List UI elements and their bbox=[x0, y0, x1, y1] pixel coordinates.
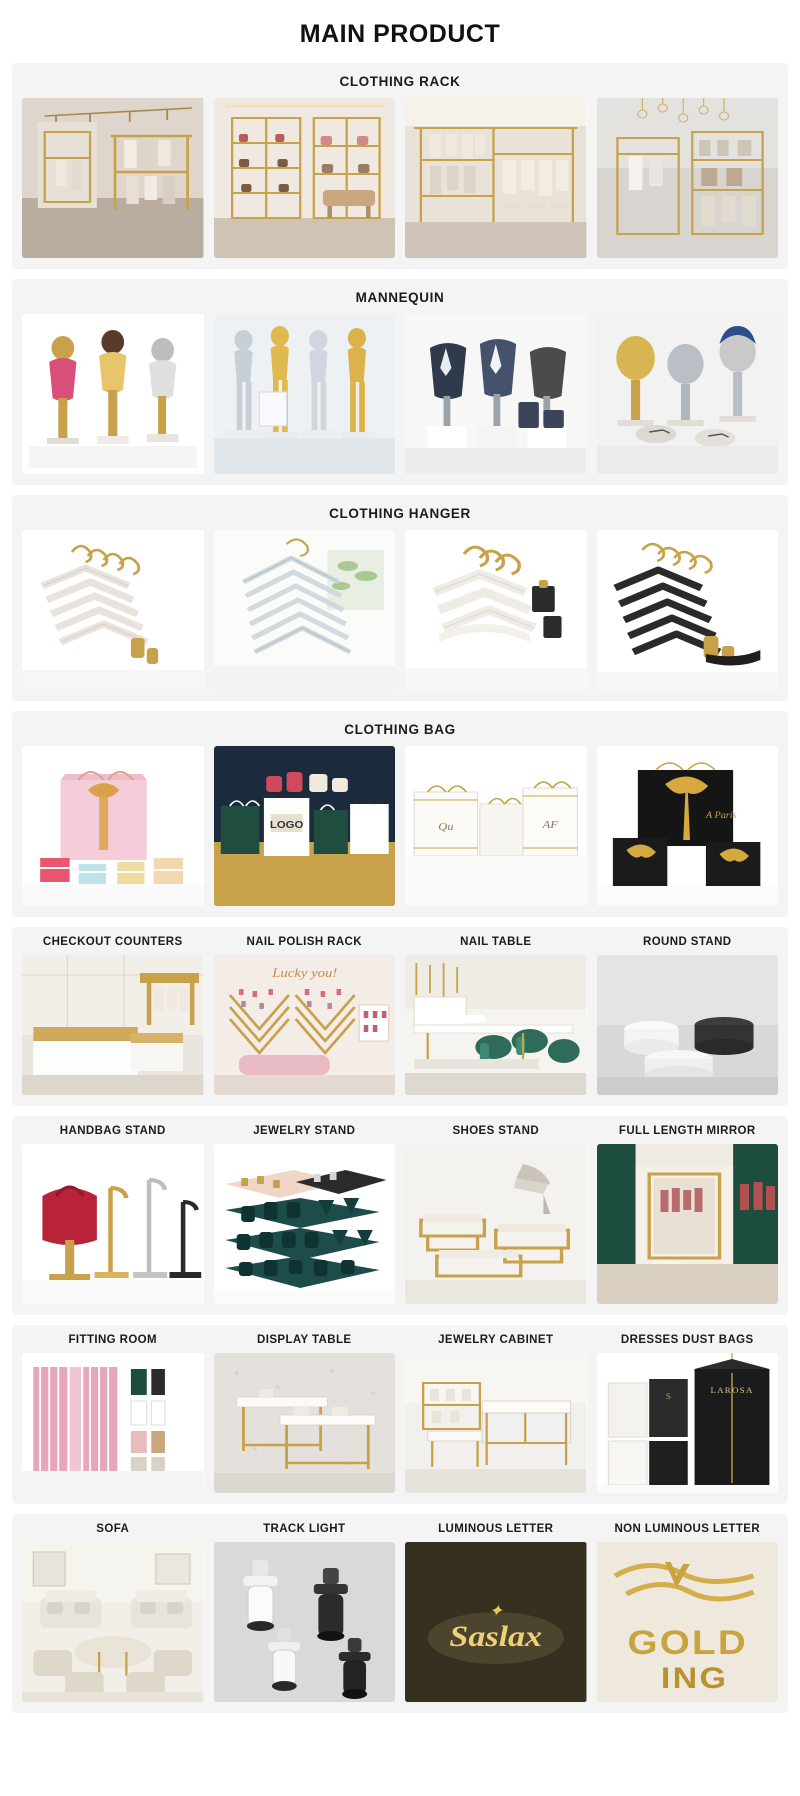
catalog-item[interactable] bbox=[597, 314, 779, 474]
svg-text:ING: ING bbox=[660, 1660, 728, 1695]
section-clothing-bag bbox=[12, 711, 788, 917]
catalog-item[interactable] bbox=[214, 1523, 396, 1702]
section-title: CLOTHING RACK bbox=[339, 74, 461, 89]
display-table-image bbox=[214, 1353, 396, 1493]
clothing-hanger-white-velvet-clip-image bbox=[22, 530, 204, 690]
item-caption: HANDBAG STAND bbox=[59, 1125, 166, 1137]
catalog-item[interactable] bbox=[597, 1523, 779, 1702]
catalog-item[interactable] bbox=[214, 1334, 396, 1493]
catalog-item[interactable] bbox=[597, 98, 779, 258]
item-caption: NON LUMINOUS LETTER bbox=[614, 1523, 761, 1535]
mannequin-head-hat-display-image bbox=[597, 314, 779, 474]
catalog-item[interactable] bbox=[597, 746, 779, 906]
item-caption: JEWELRY STAND bbox=[253, 1125, 356, 1137]
catalog-item[interactable] bbox=[405, 746, 587, 906]
catalog-item[interactable] bbox=[214, 530, 396, 690]
non-luminous-sign-text: GOLD bbox=[627, 1623, 748, 1662]
section-title: CLOTHING BAG bbox=[344, 722, 456, 737]
catalog-item[interactable] bbox=[22, 98, 204, 258]
round-stand-image bbox=[597, 955, 779, 1095]
mannequin-chrome-gold-full-body-image bbox=[214, 314, 396, 474]
luminous-sign-text: Saslax bbox=[449, 1618, 543, 1653]
catalog-item[interactable] bbox=[22, 530, 204, 690]
mannequin-male-suit-torso-image bbox=[405, 314, 587, 474]
clothing-hanger-white-wood-image bbox=[405, 530, 587, 690]
catalog-item[interactable] bbox=[405, 936, 587, 1095]
thumb-row bbox=[22, 98, 778, 258]
item-caption: SHOES STAND bbox=[452, 1125, 540, 1137]
item-caption: LUMINOUS LETTER bbox=[438, 1523, 554, 1535]
non-luminous-letter-image bbox=[597, 1542, 779, 1702]
dust-bag-brand-text: LAROSA bbox=[709, 1385, 754, 1395]
clothing-bag-logo-shopping-bags-image bbox=[214, 746, 396, 906]
catalog-item[interactable] bbox=[214, 936, 396, 1095]
catalog-item[interactable] bbox=[22, 936, 204, 1095]
catalog-item[interactable] bbox=[22, 746, 204, 906]
catalog-item[interactable] bbox=[405, 314, 587, 474]
nail-polish-rack-image bbox=[214, 955, 396, 1095]
catalog-item[interactable] bbox=[405, 98, 587, 258]
fitting-room-image bbox=[22, 1353, 204, 1493]
dresses-dust-bags-image bbox=[597, 1353, 779, 1493]
section-clothing-hanger bbox=[12, 495, 788, 701]
item-caption: TRACK LIGHT bbox=[263, 1523, 346, 1535]
bag-logo-text: LOGO bbox=[269, 819, 303, 831]
section-store-fixtures-2 bbox=[12, 1116, 788, 1315]
catalog-item[interactable] bbox=[597, 1334, 779, 1493]
item-caption: JEWELRY CABINET bbox=[438, 1334, 554, 1346]
nail-table-image bbox=[405, 955, 587, 1095]
item-caption: NAIL TABLE bbox=[460, 936, 532, 948]
thumb-row bbox=[22, 1125, 778, 1304]
catalog-item[interactable] bbox=[405, 1523, 587, 1702]
thumb-row bbox=[22, 936, 778, 1095]
catalog-item[interactable] bbox=[597, 530, 779, 690]
nail-polish-sign-text: Lucky you! bbox=[271, 966, 337, 981]
item-caption: SOFA bbox=[96, 1523, 130, 1535]
catalog-item[interactable] bbox=[405, 530, 587, 690]
catalog-item[interactable] bbox=[214, 1125, 396, 1304]
catalog-item[interactable] bbox=[22, 1523, 204, 1702]
thumb-row bbox=[22, 530, 778, 690]
item-caption: CHECKOUT COUNTERS bbox=[42, 936, 183, 948]
page-title: MAIN PRODUCT bbox=[299, 20, 501, 48]
full-length-mirror-image bbox=[597, 1144, 779, 1304]
svg-text:✦: ✦ bbox=[488, 1601, 504, 1620]
clothing-hanger-black-wood-clip-image bbox=[597, 530, 779, 690]
item-caption: ROUND STAND bbox=[642, 936, 732, 948]
clothing-rack-gold-frame-boutique-image bbox=[597, 98, 779, 258]
mannequin-female-colored-torso-image bbox=[22, 314, 204, 474]
sofa-image bbox=[22, 1542, 204, 1702]
section-store-fixtures-3 bbox=[12, 1325, 788, 1504]
section-store-fixtures-1 bbox=[12, 927, 788, 1106]
luminous-letter-image bbox=[405, 1542, 587, 1702]
thumb-row bbox=[22, 1334, 778, 1493]
paris-bag-text: A Paris bbox=[705, 810, 737, 821]
track-light-image bbox=[214, 1542, 396, 1702]
handbag-stand-image bbox=[22, 1144, 204, 1304]
catalog-item[interactable] bbox=[22, 314, 204, 474]
catalog-item[interactable] bbox=[22, 1125, 204, 1304]
item-caption: FULL LENGTH MIRROR bbox=[618, 1125, 756, 1137]
thumb-row bbox=[22, 1523, 778, 1702]
item-caption: NAIL POLISH RACK bbox=[246, 936, 362, 948]
checkout-counter-image bbox=[22, 955, 204, 1095]
catalog-item[interactable] bbox=[405, 1125, 587, 1304]
catalog-item[interactable] bbox=[214, 314, 396, 474]
svg-text:S: S bbox=[665, 1391, 671, 1401]
item-caption: DRESSES DUST BAGS bbox=[620, 1334, 754, 1346]
item-caption: DISPLAY TABLE bbox=[257, 1334, 352, 1346]
catalog-item[interactable] bbox=[22, 1334, 204, 1493]
catalog-item[interactable] bbox=[597, 936, 779, 1095]
section-title: MANNEQUIN bbox=[355, 290, 445, 305]
catalog-item[interactable] bbox=[597, 1125, 779, 1304]
clothing-rack-gold-wall-display-image bbox=[22, 98, 204, 258]
shoes-stand-image bbox=[405, 1144, 587, 1304]
svg-text:AF: AF bbox=[542, 818, 558, 831]
clothing-bag-black-gold-ribbon-image bbox=[597, 746, 779, 906]
svg-text:Qu: Qu bbox=[438, 820, 454, 833]
clothing-bag-white-kraft-bags-image bbox=[405, 746, 587, 906]
jewelry-stand-image bbox=[214, 1144, 396, 1304]
clothing-rack-shelving-with-bench-image bbox=[214, 98, 396, 258]
clothing-bag-pink-gift-bag-image bbox=[22, 746, 204, 906]
jewelry-cabinet-image bbox=[405, 1353, 587, 1493]
catalog-item[interactable] bbox=[405, 1334, 587, 1493]
thumb-row bbox=[22, 746, 778, 906]
section-mannequin bbox=[12, 279, 788, 485]
clothing-rack-wall-mounted-beige-image bbox=[405, 98, 587, 258]
thumb-row bbox=[22, 314, 778, 474]
section-clothing-rack bbox=[12, 63, 788, 269]
catalog-item[interactable] bbox=[214, 98, 396, 258]
section-title: CLOTHING HANGER bbox=[329, 506, 471, 521]
item-caption: FITTING ROOM bbox=[68, 1334, 157, 1346]
catalog-item[interactable] bbox=[214, 746, 396, 906]
clothing-hanger-acrylic-clear-image bbox=[214, 530, 396, 690]
section-store-fixtures-4 bbox=[12, 1514, 788, 1713]
